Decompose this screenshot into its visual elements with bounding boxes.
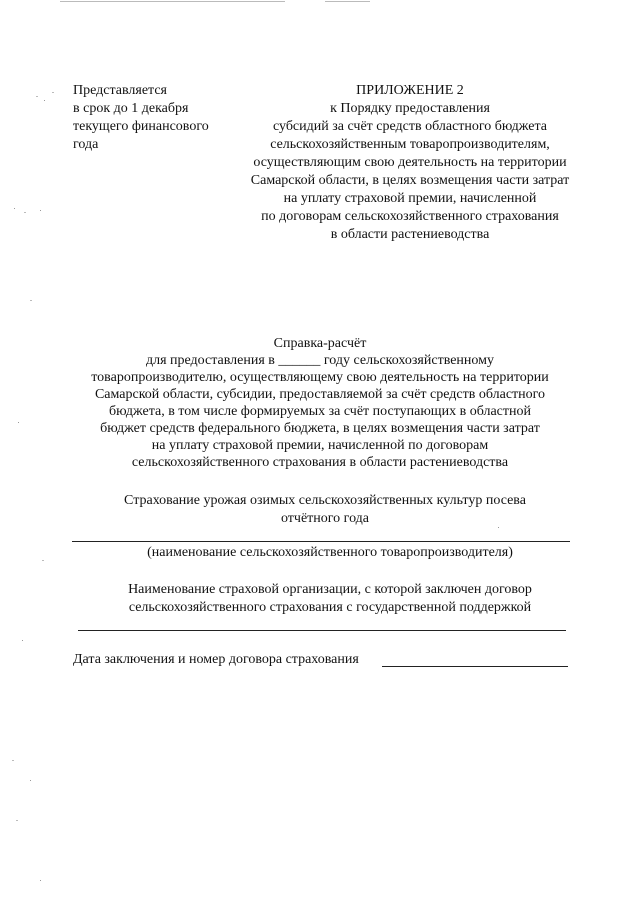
insurer-label-line: Наименование страховой организации, с которой заключен договор xyxy=(128,582,532,597)
producer-name-line xyxy=(72,541,570,542)
insurance-type-line: отчётного года xyxy=(280,511,370,526)
certificate-line: для предоставления в ______ году сельскохозяйственному xyxy=(145,353,495,368)
certificate-line: сельскохозяйственного страхования в области растениеводства xyxy=(131,455,509,470)
certificate-line: бюджета, в том числе формируемых за счёт поступающих в областной xyxy=(109,404,531,419)
insurer-name-line xyxy=(78,630,566,631)
producer-caption: (наименование сельскохозяйственного товаропроизводителя) xyxy=(147,545,513,560)
top-edge-line xyxy=(60,1,285,2)
appendix-line: на уплату страховой премии, начисленной xyxy=(283,191,537,206)
certificate-line: на уплату страховой премии, начисленной по договорам xyxy=(151,438,489,453)
appendix-title: ПРИЛОЖЕНИЕ 2 xyxy=(356,83,464,98)
appendix-line: субсидий за счёт средств областного бюджета xyxy=(272,119,548,134)
appendix-line: Самарской области, в целях возмещения части затрат xyxy=(250,173,570,188)
certificate-title: Справка-расчёт xyxy=(273,336,367,351)
appendix-line: к Порядку предоставления xyxy=(330,101,490,116)
submission-note-line: в срок до 1 декабря xyxy=(73,101,189,116)
insurance-type-line: Страхование урожая озимых сельскохозяйственных культур посева xyxy=(124,493,526,508)
contract-value-line xyxy=(382,666,568,667)
appendix-line: сельскохозяйственным товаропроизводителям, xyxy=(270,137,550,152)
appendix-line: осуществляющим свою деятельность на территории xyxy=(253,155,567,170)
appendix-line: в области растениеводства xyxy=(330,227,490,242)
certificate-line: бюджет средств федерального бюджета, в целях возмещения части затрат xyxy=(100,421,540,436)
certificate-line: товаропроизводителю, осуществляющему свою деятельность на территории xyxy=(91,370,549,385)
appendix-line: по договорам сельскохозяйственного страхования xyxy=(261,209,559,224)
contract-label: Дата заключения и номер договора страхования xyxy=(73,652,359,667)
insurer-label-line: сельскохозяйственного страхования с государственной поддержкой xyxy=(128,600,532,615)
submission-note-line: года xyxy=(73,137,99,152)
submission-note-line: текущего финансового xyxy=(73,119,209,134)
certificate-line: Самарской области, субсидии, предоставляемой за счёт средств областного xyxy=(94,387,546,402)
submission-note-line: Представляется xyxy=(73,83,167,98)
top-edge-mark xyxy=(325,1,370,2)
